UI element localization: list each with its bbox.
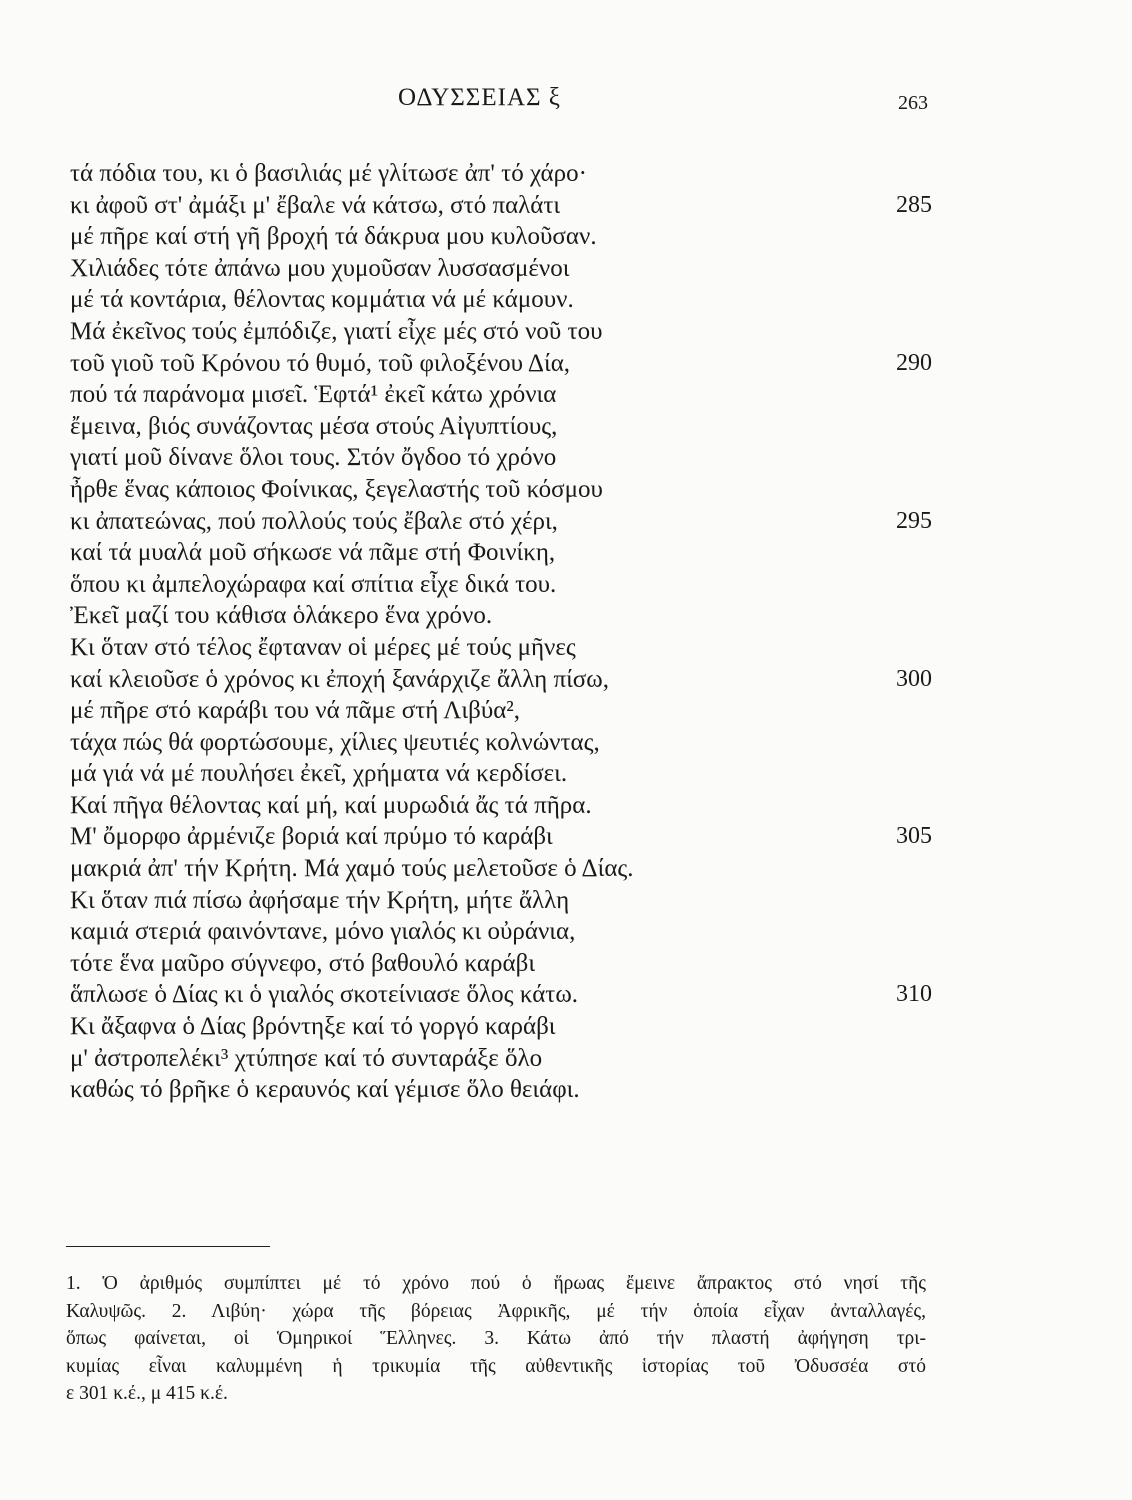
verse-line [70, 758, 940, 790]
verse-text: μέ πῆρε στό καράβι του νά πᾶμε στή Λιβύα², [70, 697, 521, 725]
verse-text: καί τά μυαλά μοῦ σήκωσε νά πᾶμε στή Φοινίκη, [70, 539, 556, 567]
verse-line [70, 284, 940, 316]
verse-line [70, 853, 940, 885]
verse-text: Κι ὅταν στό τέλος ἔφταναν οἱ μέρες μέ τούς μῆνες [70, 633, 576, 661]
verse-line [70, 474, 940, 506]
footnote-line: 1. Ὁ ἀριθμός συμπίπτει μέ τό χρόνο πού ὁ ἥρωας ἔμεινε ἄπρακτος στό νησί τῆς [66, 1273, 926, 1294]
verse-text: ἔμεινα, βιός συνάζοντας μέσα στούς Αἰγυπτίους, [70, 412, 558, 440]
footnote-rule [66, 1246, 270, 1247]
verse-text: τάχα πώς θά φορτώσουμε, χίλιες ψευτιές κολνώντας, [70, 728, 600, 756]
verse-line [70, 727, 940, 759]
verse-line [70, 316, 940, 348]
verse-text: μ' ἀστροπελέκι³ χτύπησε καί τό συνταράξε ὅλο [70, 1044, 543, 1072]
verse-text: ἦρθε ἕνας κάποιος Φοίνικας, ξεγελαστής τοῦ κόσμου [70, 475, 603, 503]
verse-line [70, 979, 940, 1011]
verse-text: Ἐκεῖ μαζί του κάθισα ὁλάκερο ἕνα χρόνο. [70, 602, 493, 630]
verse-text: Χιλιάδες τότε ἀπάνω μου χυμοῦσαν λυσσασμένοι [70, 254, 570, 282]
verse-line [70, 411, 940, 443]
verse-line [70, 253, 940, 285]
verse-text: τοῦ γιοῦ τοῦ Κρόνου τό θυμό, τοῦ φιλοξένου Δία, [70, 349, 571, 377]
page-number: 263 [898, 92, 928, 114]
verse-line [70, 348, 940, 380]
verse-text: τότε ἕνα μαῦρο σύγνεφο, στό βαθουλό καράβι [70, 949, 536, 977]
line-number: 285 [896, 191, 932, 218]
verse-line [70, 885, 940, 917]
verse-line [70, 190, 940, 222]
line-number: 290 [896, 349, 932, 376]
verse-line [70, 600, 940, 632]
verse-line [70, 158, 940, 190]
verse-text: Καί πῆγα θέλοντας καί μή, καί μυρωδιά ἄς τά πῆρα. [70, 791, 592, 819]
verse-line [70, 379, 940, 411]
verse-text: Μ' ὄμορφο ἀρμένιζε βοριά καί πρύμο τό καράβι [70, 823, 553, 851]
verse-text: τά πόδια του, κι ὁ βασιλιάς μέ γλίτωσε ἀπ' τό χάρο· [70, 160, 587, 187]
verse-text: γιατί μοῦ δίνανε ὅλοι τους. Στόν ὄγδοο τό χρόνο [70, 444, 557, 472]
running-head [0, 78, 1132, 118]
footnote-line: ε 301 κ.έ., μ 415 κ.έ. [66, 1383, 228, 1404]
footnote-line: ὅπως φαίνεται, οἱ Ὁμηρικοί Ἕλληνες. 3. Κάτω ἀπό τήν πλαστή ἀφήγηση τρι- [66, 1328, 926, 1349]
footnote-line: κυμίας εἶναι καλυμμένη ἡ τρικυμία τῆς αὐθεντικῆς ἱστορίας τοῦ Ὀδυσσέα στό [66, 1355, 926, 1377]
verse-text: πού τά παράνομα μισεῖ. Ἑφτά¹ ἐκεῖ κάτω χρόνια [70, 381, 557, 409]
verse-text: μά γιά νά μέ πουλήσει ἐκεῖ, χρήματα νά κερδίσει. [70, 760, 568, 788]
verse-line [70, 664, 940, 696]
footnotes [66, 1270, 926, 1408]
verse-text: μακριά ἀπ' τήν Κρήτη. Μά χαμό τούς μελετοῦσε ὁ Δίας. [70, 855, 634, 883]
verse-line [70, 632, 940, 664]
verse-line [70, 695, 940, 727]
verse-text: μέ πῆρε καί στή γῆ βροχή τά δάκρυα μου κυλοῦσαν. [70, 223, 597, 251]
verse-block [70, 158, 940, 1106]
verse-text: καί κλειοῦσε ὁ χρόνος κι ἐποχή ξανάρχιζε ἄλλη πίσω, [70, 665, 609, 693]
verse-line [70, 506, 940, 538]
verse-text: Μά ἐκεῖνος τούς ἐμπόδιζε, γιατί εἶχε μές στό νοῦ του [70, 317, 603, 345]
verse-text: καμιά στεριά φαινόντανε, μόνο γιαλός κι οὐράνια, [70, 918, 576, 946]
verse-text: Κι ὅταν πιά πίσω ἀφήσαμε τήν Κρήτη, μήτε ἄλλη [70, 886, 570, 914]
verse-line [70, 790, 940, 822]
verse-line [70, 948, 940, 980]
line-number: 295 [896, 507, 932, 534]
verse-text: κι ἀπατεώνας, πού πολλούς τούς ἔβαλε στό χέρι, [70, 507, 558, 535]
verse-text: ὅπου κι ἀμπελοχώραφα καί σπίτια εἶχε δικά του. [70, 570, 557, 598]
verse-line [70, 537, 940, 569]
running-title: ΟΔΥΣΣΕΙΑΣ ξ [398, 84, 561, 111]
verse-line [70, 442, 940, 474]
verse-text: Κι ἄξαφνα ὁ Δίας βρόντηξε καί τό γοργό καράβι [70, 1013, 556, 1041]
verse-line [70, 1043, 940, 1075]
line-number: 300 [896, 665, 932, 692]
verse-text: καθώς τό βρῆκε ὁ κεραυνός καί γέμισε ὅλο θειάφι. [70, 1076, 580, 1104]
verse-text: μέ τά κοντάρια, θέλοντας κομμάτια νά μέ κάμουν. [70, 286, 574, 314]
verse-line [70, 569, 940, 601]
verse-text: ἅπλωσε ὁ Δίας κι ὁ γιαλός σκοτείνιασε ὅλος κάτω. [70, 981, 579, 1009]
line-number: 305 [896, 823, 932, 850]
verse-line [70, 821, 940, 853]
verse-line [70, 916, 940, 948]
line-number: 310 [896, 981, 932, 1008]
verse-line [70, 1074, 940, 1106]
verse-line [70, 221, 940, 253]
footnote-line: Καλυψῶς. 2. Λιβύη· χώρα τῆς βόρειας Ἀφρικῆς, μέ τήν ὁποία εἶχαν ἀνταλλαγές, [66, 1300, 926, 1322]
verse-text: κι ἀφοῦ στ' ἀμάξι μ' ἔβαλε νά κάτσω, στό παλάτι [70, 191, 561, 219]
verse-line [70, 1011, 940, 1043]
